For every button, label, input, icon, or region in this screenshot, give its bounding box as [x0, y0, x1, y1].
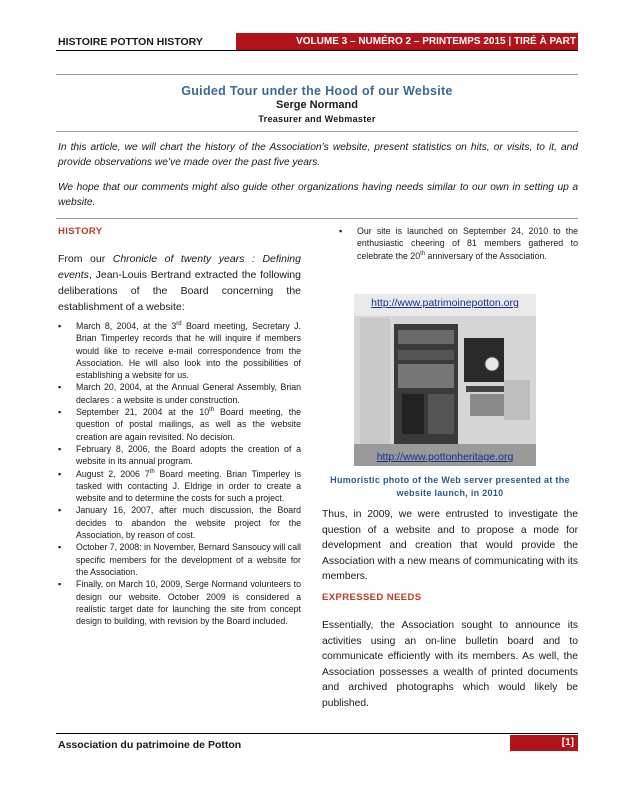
header-divider — [56, 50, 578, 51]
page-number: [1] — [510, 735, 578, 751]
expressed-needs-paragraph: Essentially, the Association sought to announce its activities using an on-line bulletin board and to communicate efficiently with its members. As well, the Association possesses a wealth of printed documents and archived photographs which would likely be published. — [322, 620, 578, 709]
web-server-illustration — [354, 294, 536, 466]
chronicle-title: Chronicle of twenty years : Defining events — [58, 253, 301, 281]
continuation-paragraph: Thus, in 2009, we were entrusted to investigate the question of a website and to propose a mode for development and creation that would provide the Association with a new means of communicating with its members. — [322, 509, 578, 582]
timeline-item: ▪ October 7, 2008: in November, Bernard Sansoucy will call specific members for the development of a website for the Association. — [58, 541, 301, 578]
title-bottom-rule — [56, 131, 578, 132]
timeline-item: ▪ September 21, 2004 at the 10th Board meeting, the question of postal mailings, as well as the website creation are again revisited. No decision. — [58, 406, 301, 443]
article-title: Guided Tour under the Hood of our Website — [181, 84, 453, 98]
photo-caption: Humoristic photo of the Web server presented at the website launch, in 2010 — [330, 475, 570, 498]
history-intro-text-pre: From our — [58, 253, 113, 265]
timeline-item: ▪ March 8, 2004, at the 3rd Board meeting, Secretary J. Brian Timperley records that he will inquire if members would like to receive e-mail correspondence from the Association. He will also look into the possibilities of establishing a website for us. — [58, 320, 301, 381]
intro-bottom-rule — [56, 218, 578, 219]
history-intro-text-post: , Jean-Louis Bertrand extracted the following deliberations of the Board concerning the establishment of a website: — [58, 269, 301, 313]
list-item: ▪ Our site is launched on September 24, 2010 to the enthusiastic cheering of 81 members gathered to celebrate the 20th anniversary of the Association. — [339, 225, 578, 262]
footer-association-name: Association du patrimoine de Potton — [58, 739, 242, 751]
section-heading-expressed-needs: EXPRESSED NEEDS — [322, 592, 422, 603]
article-author: Serge Normand — [276, 99, 358, 111]
running-header-issue: VOLUME 3 – NUMÉRO 2 – PRINTEMPS 2015 | TIRÉ À PART — [236, 33, 578, 50]
history-timeline-list — [58, 320, 301, 627]
timeline-item: ▪ February 8, 2006, the Board adopts the creation of a website in its annual program. — [58, 443, 301, 468]
launch-list — [339, 225, 578, 262]
running-header-left: HISTOIRE POTTON HISTORY — [58, 36, 203, 48]
timeline-item: ▪ August 2, 2006 7th Board meeting. Brian Timperley is tasked with contacting J. Eldrige in order to create a website and to determine the costs for such a project. — [58, 468, 301, 505]
timeline-item: ▪ Finally, on March 10, 2009, Serge Normand volunteers to design our website. October 2009 is considered a realistic target date for launching the site from concept design to building, with revision by the Board included. — [58, 578, 301, 627]
history-intro-paragraph — [58, 251, 301, 315]
french-website-link[interactable]: http://www.patrimoinepotton.org — [371, 297, 519, 309]
author-role: Treasurer and Webmaster — [258, 114, 376, 124]
footer-divider — [56, 733, 578, 734]
title-top-rule — [56, 74, 578, 75]
timeline-item: ▪ January 16, 2007, after much discussion, the Board decides to abandon the website project for the Association, by reason of cost. — [58, 504, 301, 541]
timeline-item: ▪ March 20, 2004, at the Annual General Assembly, Brian declares : a website is under construction. — [58, 381, 301, 406]
intro-paragraph-2: We hope that our comments might also guide other organizations having needs similar to our own in setting up a website. — [58, 182, 578, 208]
english-website-link[interactable]: http://www.pottonheritage.org — [376, 451, 514, 463]
web-server-photo — [354, 294, 536, 466]
intro-paragraph-1: In this article, we will chart the history of the Association’s website, present statistics on hits, or visits, to it, and provide observations we’ve made over the past five years. — [58, 142, 578, 168]
section-heading-history: HISTORY — [58, 226, 103, 237]
